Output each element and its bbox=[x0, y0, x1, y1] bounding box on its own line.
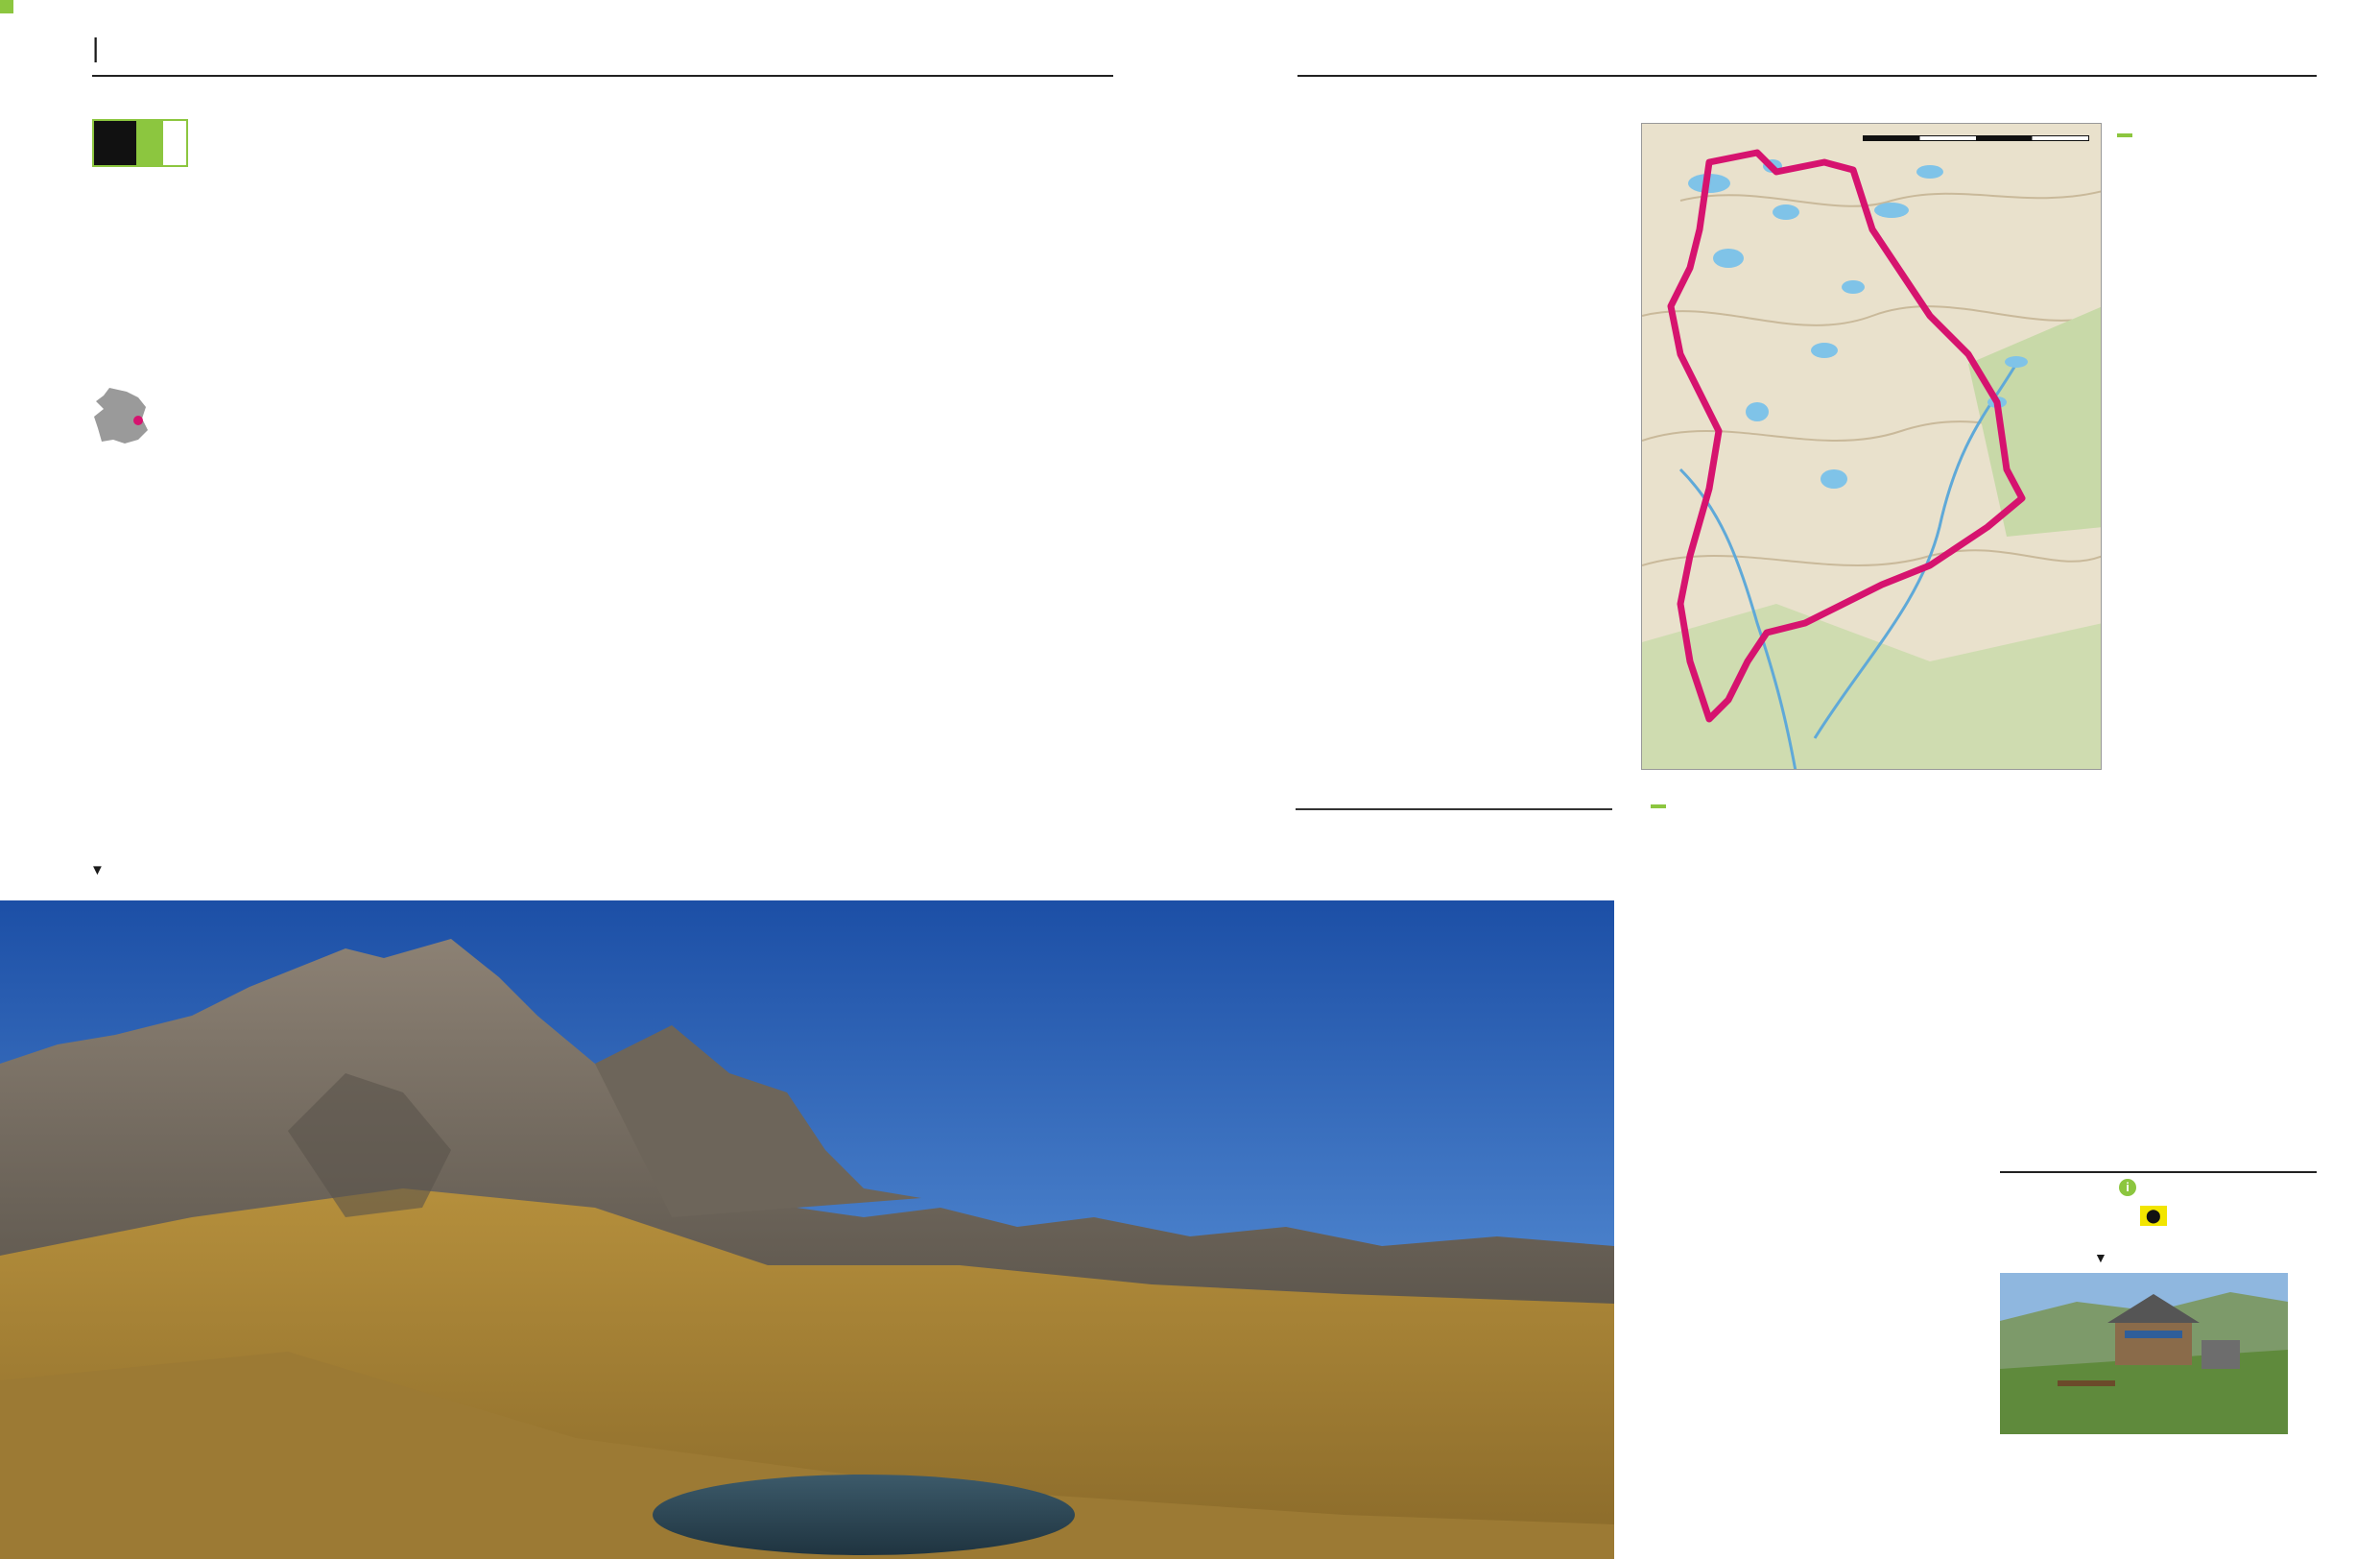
itinerary-box bbox=[2117, 123, 2319, 156]
header-rule-right bbox=[1297, 75, 2317, 77]
badge-place bbox=[136, 121, 163, 165]
gpx-badge[interactable] bbox=[2140, 1206, 2167, 1226]
pin-icon: ⬤ bbox=[2146, 1208, 2161, 1223]
caption-arrow-icon: ▼ bbox=[2094, 1250, 2107, 1265]
author-rule bbox=[1296, 808, 1612, 810]
caption-arrow-icon: ▼ bbox=[90, 862, 105, 878]
pratique-column bbox=[1651, 795, 1977, 823]
itinerary-tag bbox=[2117, 133, 2132, 137]
lake-photo bbox=[0, 900, 1614, 1559]
refuge-caption bbox=[2094, 1250, 2107, 1265]
info-icon: i bbox=[2119, 1179, 2136, 1196]
route-map[interactable] bbox=[1641, 123, 2102, 770]
web-rule bbox=[2000, 1171, 2317, 1173]
pratique-tag bbox=[1651, 804, 1666, 808]
header-rule-left bbox=[92, 75, 1113, 77]
web-link[interactable] bbox=[2119, 1179, 2136, 1196]
pratique-column-2 bbox=[2000, 920, 2317, 928]
badge-number bbox=[94, 121, 136, 165]
photo-caption bbox=[90, 862, 105, 878]
france-map-icon bbox=[90, 384, 154, 447]
elevation-profile bbox=[1967, 793, 2332, 899]
end-mark bbox=[0, 0, 13, 13]
article-badge bbox=[92, 119, 188, 167]
map-scale bbox=[1863, 135, 2089, 141]
badge-region bbox=[163, 121, 186, 165]
refuge-photo bbox=[2000, 1273, 2288, 1434]
